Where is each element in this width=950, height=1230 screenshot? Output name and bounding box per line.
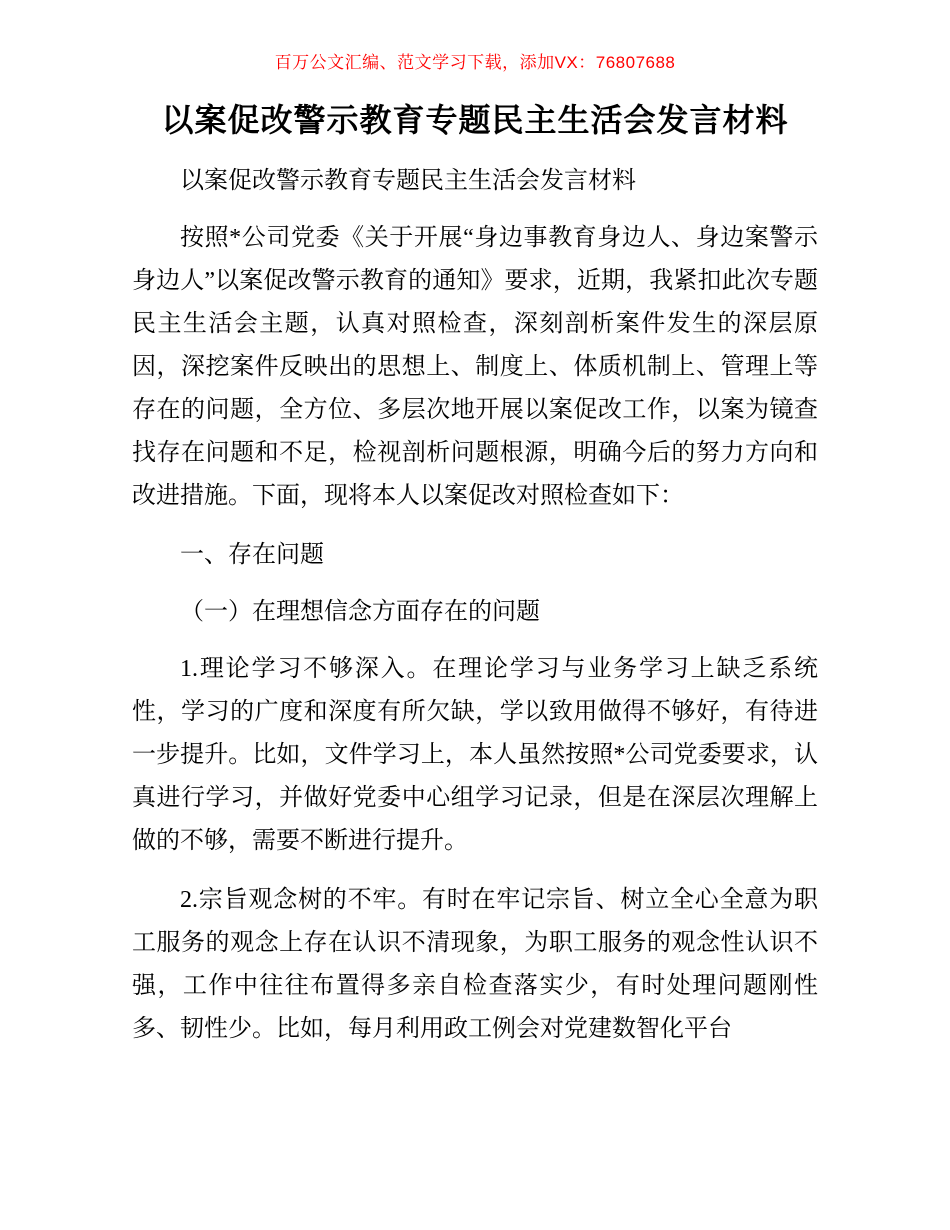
section-heading-problems: 一、存在问题: [180, 542, 324, 569]
paragraph-point-2: 2.宗旨观念树的不牢。有时在牢记宗旨、树立全心全意为职工服务的观念上存在认识不清现象，为职工服务的观念性认识不强，工作中往往布置得多亲自检查落实少，有时处理问题刚性多、韧性少。比如，每月利用政工例会对党建数智化平台: [132, 887, 818, 1043]
watermark-text: 百万公文汇编、范文学习下载，添加VX：76807688: [274, 53, 676, 72]
paragraph-point-1: 1.理论学习不够深入。在理论学习与业务学习上缺乏系统性，学习的广度和深度有所欠缺，学以致用做得不够好，有待进一步提升。比如，文件学习上，本人虽然按照*公司党委要求，认真进行学习，并做好党委中心组学习记录，但是在深层次理解上做的不够，需要不断进行提升。: [132, 656, 818, 855]
subsection-heading-ideals: （一）在理想信念方面存在的问题: [180, 599, 540, 626]
paragraph-intro: 按照*公司党委《关于开展“身边事教育身边人、身边案警示身边人”以案促改警示教育的通知》要求，近期，我紧扣此次专题民主生活会主题，认真对照检查，深刻剖析案件发生的深层原因，深挖案件反映出的思想上、制度上、体质机制上、管理上等存在的问题，全方位、多层次地开展以案促改工作，以案为镜查找存在问题和不足，检视剖析问题根源，明确今后的努力方向和改进措施。下面，现将本人以案促改对照检查如下：: [132, 225, 818, 510]
document-title: 以案促改警示教育专题民主生活会发言材料: [161, 102, 789, 138]
document-subtitle: 以案促改警示教育专题民主生活会发言材料: [180, 168, 636, 195]
